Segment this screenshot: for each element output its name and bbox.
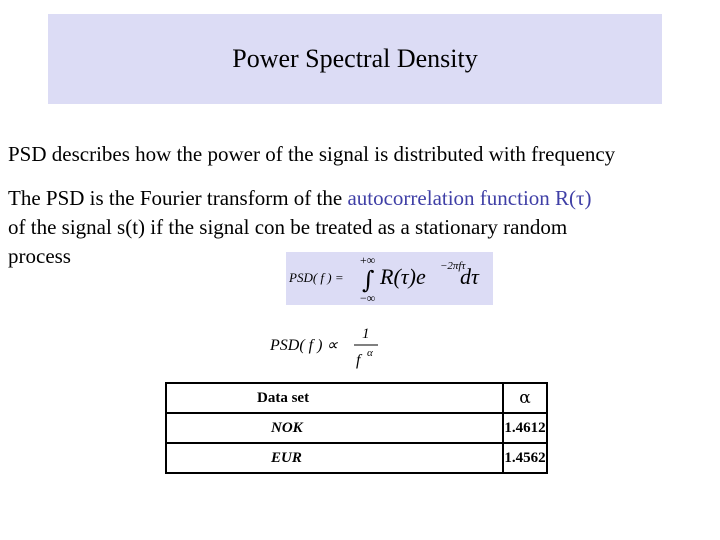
formula2-denominator: f [356,352,361,369]
header-alpha: α [503,383,547,413]
fourier-line-1-text: The PSD is the Fourier transform of the [8,186,348,210]
psd-description-text: PSD describes how the power of the signal is distributed with frequency [8,142,616,166]
row-value-eur: 1.4562 [503,443,547,473]
formula1-exponent: −2πfτ [440,260,466,272]
formula2-lhs: PSD( f ) ∝ [270,337,338,354]
table-row [166,443,547,473]
fourier-line-3: process [8,244,71,268]
formula1-upper: +∞ [360,253,376,267]
autocorrelation-link[interactable]: autocorrelation function R(τ) [347,186,592,210]
fourier-line-1 [8,184,591,213]
row-dataset-eur: EUR [166,443,503,473]
formula2-numerator: 1 [362,326,370,342]
row-value-nok: 1.4612 [503,413,547,443]
slide-title: Power Spectral Density [232,44,478,73]
table-header-row [166,383,547,413]
psd-description [8,140,615,169]
row-dataset-nok: NOK [166,413,503,443]
psd-power-law-formula [268,320,384,374]
table-row [166,413,547,443]
formula1-lhs: PSD( f ) = [289,270,344,285]
formula1-r: R(τ)e [380,264,426,289]
alpha-table [165,382,548,474]
header-data-set: Data set [166,383,503,413]
psd-integral-formula [286,252,493,305]
formula1-dtau: dτ [460,264,479,289]
psd-integral-svg [286,252,493,305]
psd-power-law-svg [268,320,384,374]
title-banner [48,14,662,104]
formula2-exponent: α [367,347,373,359]
fourier-line-2: of the signal s(t) if the signal con be treated as a stationary random [8,215,568,239]
formula1-lower: −∞ [360,291,376,305]
formula1-integral: ∫ [362,266,375,294]
